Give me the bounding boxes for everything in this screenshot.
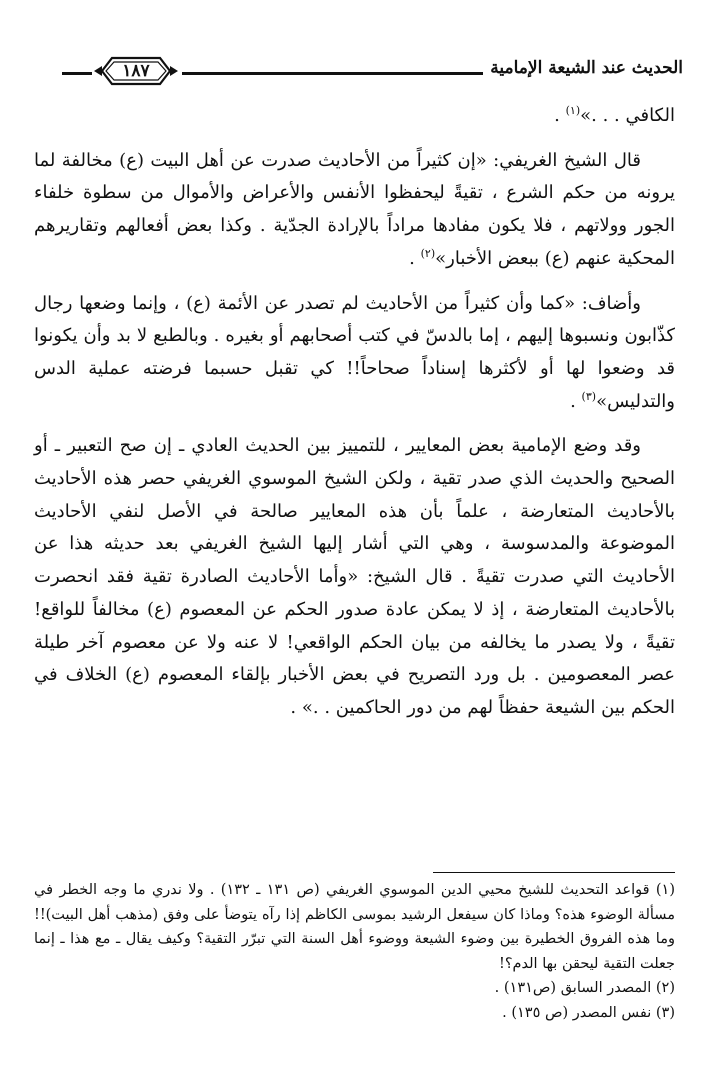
footnote: (١) قواعد التحديث للشيخ محيي الدين الموسوي الغريفي (ص ١٣١ ـ ١٣٢) . ولا ندري ما وجه الخطر في مسألة الوضوء هذه؟ وماذا كان سيفعل الرشيد بموسى الكاظم إذا رآه يتوضأ على وفق (مذهب أهل البيت)!! وما هذه الفروق الخطيرة بين وضوء الشيعة ووضوء أهل السنة التي تبرّر التقية؟ وكيف يقال ـ مع هذا ـ إنما جعلت التقية ليحقن بها الدم؟! [34, 882, 675, 972]
main-text [34, 100, 675, 725]
footnote: (٢) المصدر السابق (ص١٣١) . [494, 980, 675, 996]
page-number: ١٨٧ [122, 61, 150, 81]
footnote: (٣) نفس المصدر (ص ١٣٥) . [502, 1004, 675, 1021]
paragraph: قال الشيخ الغريفي: «إن كثيراً من الأحاديث صدرت عن أهل البيت (ع) مخالفة لما يرونه من حكم الشرع ، تقيةً ليحفظوا الأنفس والأعراض والأموال من سطوة خلفاء الجور وولاتهم ، فلا يكون مفادها مراداً بالإرادة الجدّية . وكذا بعض أفعالهم وتقاريرهم المحكية عنهم (ع) ببعض الأخبار»$^{(٢)}$ . [34, 149, 675, 269]
paragraph: وقد وضع الإمامية بعض المعايير ، للتمييز بين الحديث العادي ـ إن صح التعبير ـ أو الصحيح والحديث الذي صدر تقية ، ولكن الشيخ الموسوي الغريفي حصر هذه الأحاديث بالأحاديث المتعارضة ، علماً بأن هذه المعايير صالحة في الأصل لنفي الأحاديث الموضوعة والمدسوسة ، وهي التي أشار إليها الشيخ الغريفي بعد حديثه هذا عن الأحاديث التي صدرت تقيةً . قال الشيخ: «وأما الأحاديث الصادرة تقية فقد انحصرت بالأحاديث المتعارضة ، إذ لا يمكن عادة صدور الحكم عن المعصوم (ع) مخالفاً للواقع! تقيةً ، ولا يصدر ما يخالفه من بيان الحكم الواقعي! لا عنه ولا عن معصوم آخر طيلة عصر المعصومين . بل ورد التصريح في بعض الأخبار بإلقاء المعصوم (ع) الخلاف في الحكم بين الشيعة حفظاً لهم من دور الحاكمين . .» . [34, 435, 675, 718]
running-title: الحديث عند الشيعة الإمامية [490, 58, 683, 78]
paragraph: وأضاف: «كما وأن كثيراً من الأحاديث لم تصدر عن الأئمة (ع) ، وإنما وضعها رجال كذّابون ونسبوها إليهم ، إما بالدسّ في كتب أصحابهم أو بغيره . وبالطبع لا بد وأن يكونوا قد وضعوا لها أو لأكثرها إسناداً صحاحاً!! كي تقبل حسبما فرضته عملية الدس والتدليس»$^{(٣)}$ . [34, 292, 675, 412]
page-header [62, 52, 683, 88]
footnote-ref: (٣) [581, 389, 597, 403]
footnote-separator [433, 872, 675, 873]
footnote-ref: (١) [565, 104, 581, 117]
page-number-badge [92, 54, 180, 88]
header-rule [182, 72, 483, 75]
paragraph: الكافي . . .»$^{(١)}$ . [554, 104, 675, 126]
header-rule-left [62, 72, 92, 75]
footnotes [34, 878, 675, 1025]
footnote-ref: (٢) [420, 246, 436, 260]
